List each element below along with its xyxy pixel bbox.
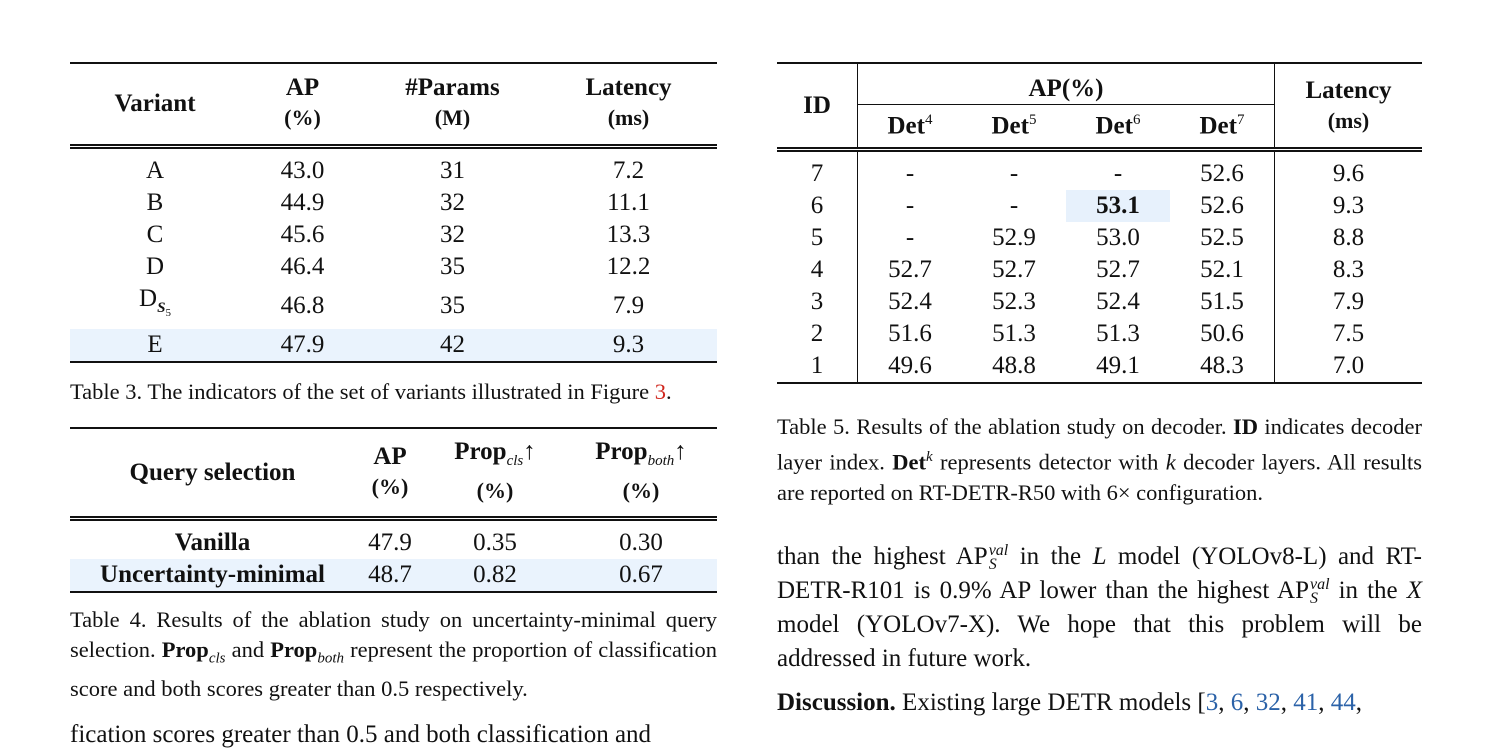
table-row-highlighted: E 47.9 42 9.3 xyxy=(70,329,717,362)
table-3 xyxy=(70,62,717,363)
table-row: 7 - - - 52.6 9.6 xyxy=(777,150,1422,191)
table-4 xyxy=(70,427,717,593)
table-4-caption: Table 4. Results of the ablation study on uncertainty-minimal query selection. Prop$_{cls}$ and Prop$_{both}$ represent the proportion of classification score and both scores greater than 0.5 respectively. xyxy=(70,607,717,701)
table-row: 5 - 52.9 53.0 52.5 8.8 xyxy=(777,222,1422,254)
table-5-header-det4: Det$^4$ xyxy=(887,112,933,140)
table-5-header-det7: Det$^7$ xyxy=(1170,105,1275,148)
right-column xyxy=(777,58,1422,720)
table-3-header-variant: Variant xyxy=(114,90,196,117)
table-row-highlighted: Uncertainty-minimal 48.7 0.82 0.67 xyxy=(70,559,717,592)
table-5-header-row-1 xyxy=(777,63,1422,105)
citation-link[interactable]: 32 xyxy=(1255,688,1281,716)
table-4-header-row xyxy=(70,428,717,516)
table-5-header-id: ID xyxy=(777,63,858,147)
table-5-header-ap: AP(%) xyxy=(858,63,1275,105)
table-4-header-ap: AP (%) xyxy=(371,442,409,499)
table-4-header-prop-both: Prop$_{both}$↑ (%) xyxy=(595,438,687,503)
table-5-header-det6: Det$^6$ xyxy=(1095,112,1141,140)
table-4-header-query: Query selection xyxy=(129,458,296,486)
table-5 xyxy=(777,62,1422,384)
table-3-header-row xyxy=(70,63,717,144)
citation-link[interactable]: 41 xyxy=(1293,688,1319,716)
citation-link[interactable]: 44 xyxy=(1330,688,1356,716)
table-row: 2 51.6 51.3 51.3 50.6 7.5 xyxy=(777,318,1422,350)
table-row: B 44.9 32 11.1 xyxy=(146,189,650,216)
citation-link[interactable]: 3 xyxy=(1205,688,1219,716)
figure-ref-link[interactable]: 3 xyxy=(654,379,666,404)
table-4-header-prop-cls: Prop$_{cls}$↑ (%) xyxy=(454,438,536,503)
table-row: 1 49.6 48.8 49.1 48.3 7.0 xyxy=(777,350,1422,383)
table-3-header-params: #Params (M) xyxy=(405,74,500,130)
table-row: 6 - - 53.1 52.6 9.3 xyxy=(777,190,1422,222)
table-row: Vanilla 47.9 0.35 0.30 xyxy=(174,529,663,556)
table-5-caption: Table 5. Results of the ablation study on decoder. ID indicates decoder layer index. Det$^k$ represents detector with k decoder layers. All results are reported on RT-DETR-R50 with 6× configuration. xyxy=(777,414,1422,505)
table-row: 3 52.4 52.3 52.4 51.5 7.9 xyxy=(777,286,1422,318)
citation-link[interactable]: 6 xyxy=(1230,688,1244,716)
table-row: A 43.0 31 7.2 xyxy=(145,157,645,184)
table-3-header-ap: AP (%) xyxy=(284,74,321,130)
table-row: 4 52.7 52.7 52.7 52.1 8.3 xyxy=(777,254,1422,286)
table-5-header-det5: Det$^5$ xyxy=(991,112,1037,140)
table-row: C 45.6 32 13.3 xyxy=(146,221,651,248)
table-row: D 46.4 35 12.2 xyxy=(145,253,651,280)
body-text-right: than the highest AP val S in the L model (YOLOv8-L) and RT-DETR-R101 is 0.9% AP lower than the highest AP val S in the X model (YOLOv7-X). We hope that this problem will be addressed in future work. xyxy=(777,542,1422,672)
table-3-header-latency: Latency (ms) xyxy=(585,74,672,130)
table-row: $D_{S_5}$ 46.8 35 7.9 xyxy=(139,285,645,319)
best-result-cell: 53.1 xyxy=(1066,190,1170,222)
table-5-header-latency: Latency (ms) xyxy=(1305,76,1392,133)
table-3-caption: Table 3. The indicators of the set of variants illustrated in Figure 3. xyxy=(70,379,672,404)
left-column xyxy=(70,58,717,752)
discussion-paragraph: Discussion. Existing large DETR models [3, 6, 32, 41, 44, xyxy=(777,688,1362,716)
body-text-left: fication scores greater than 0.5 and both classification and xyxy=(70,720,652,748)
